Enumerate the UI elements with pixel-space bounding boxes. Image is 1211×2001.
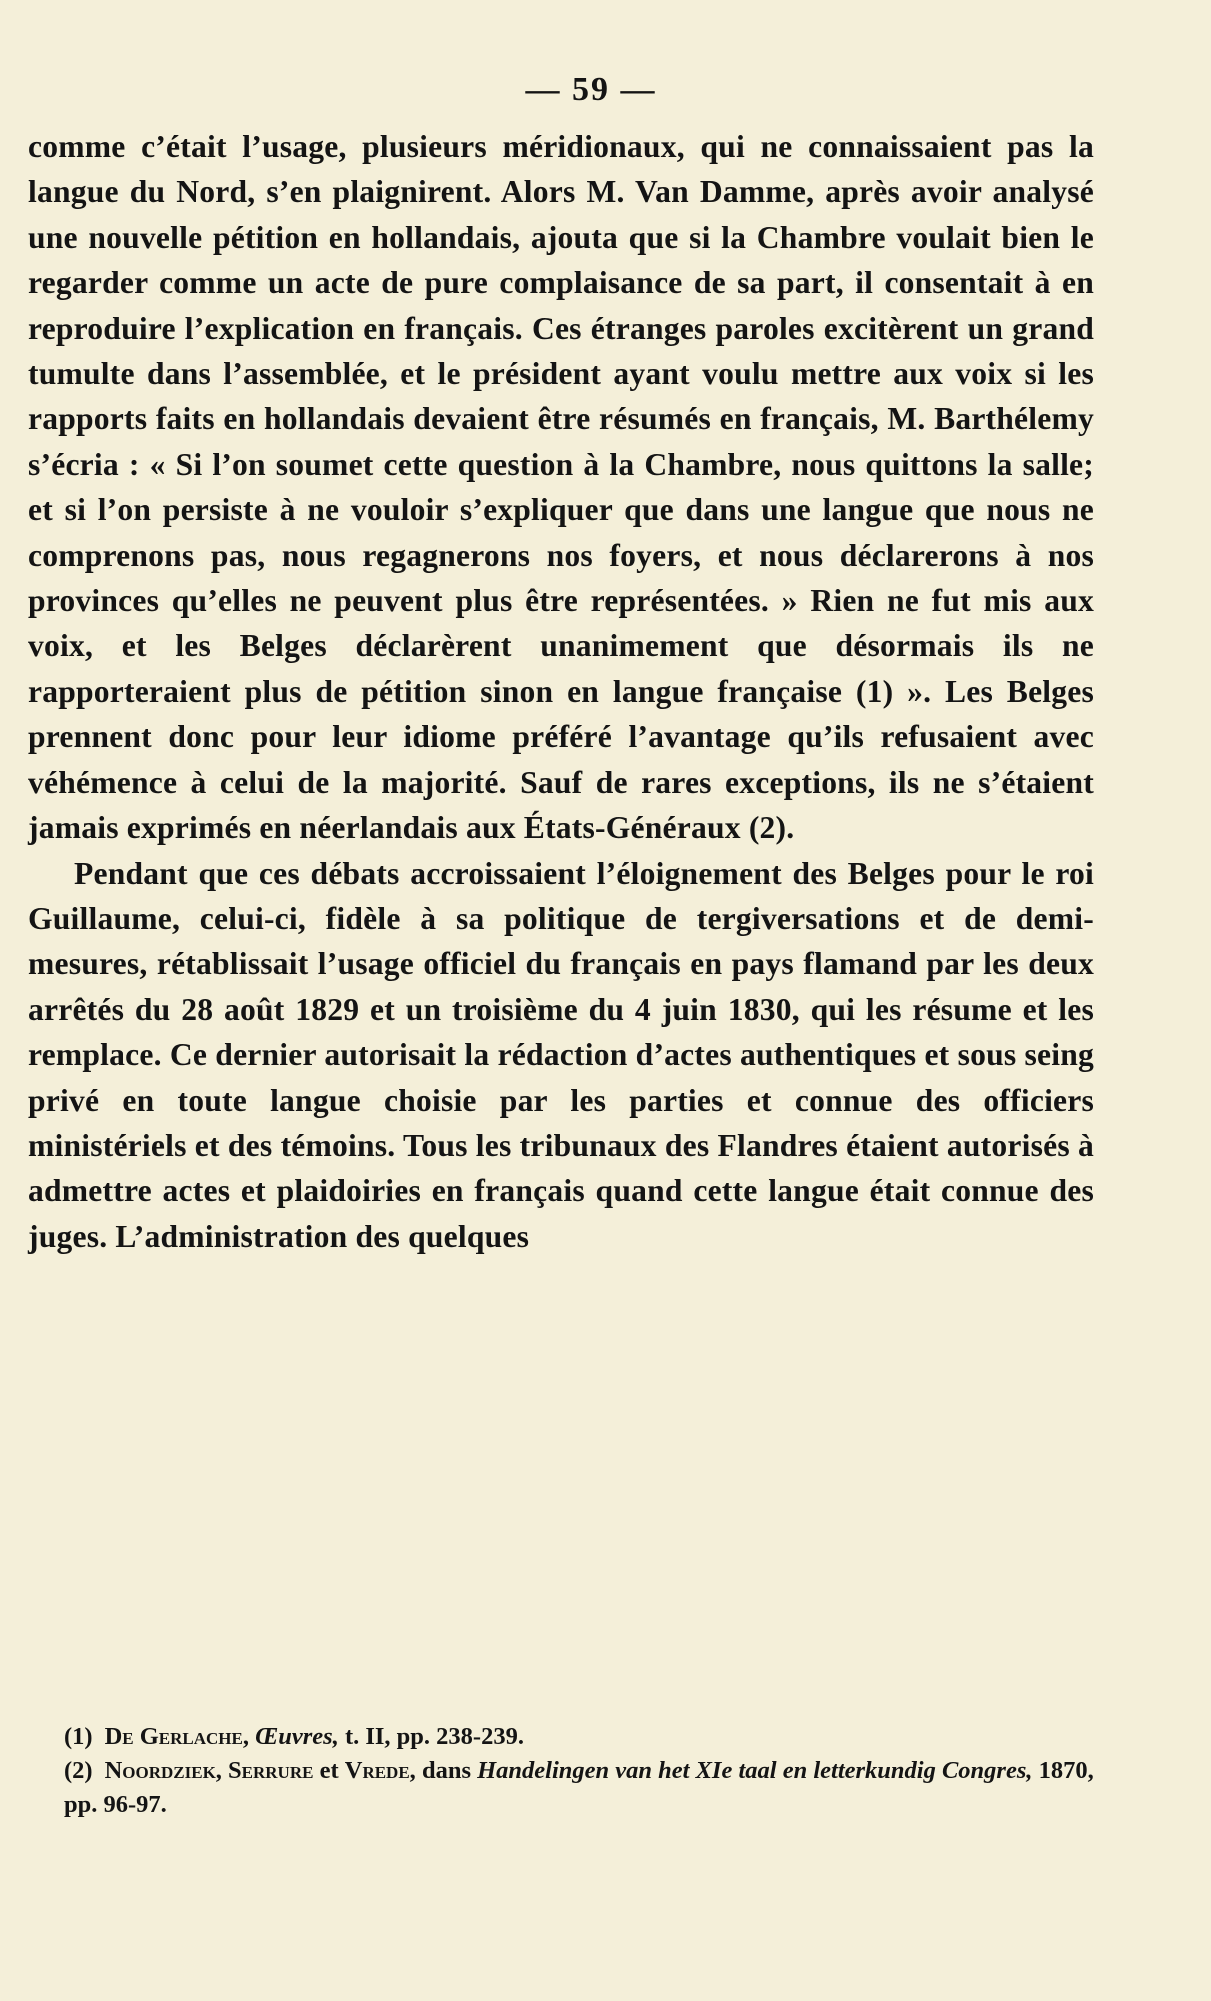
paragraph-2: Pendant que ces débats accroissaient l’éloignement des Belges pour le roi Guillaume, celui-ci, fidèle à sa politique de tergiversations et de demi-mesures, rétablissait l’usage officiel du français en pays flamand par les deux arrêtés du 28 août 1829 et un troisième du 4 juin 1830, qui les résume et les remplace. Ce dernier autorisait la rédaction d’actes authentiques et sous seing privé en toute langue choisie par les parties et connue des officiers ministériels et des témoins. Tous les tribunaux des Flandres étaient autorisés à admettre actes et plaidoiries en français quand cette langue était connue des juges. L’administration des quelques	[28, 855, 1094, 1254]
footnotes	[64, 1720, 1094, 1822]
footnote-2-rest: 1870, pp. 96-97.	[64, 1757, 1094, 1818]
footnote-1-author: De Gerlache,	[104, 1723, 249, 1750]
footnote-2-label: (2)	[64, 1757, 93, 1784]
footnote-2-prefix: dans	[415, 1757, 478, 1784]
footnote-1	[64, 1720, 1094, 1754]
footnote-2-authors: Noordziek, Serrure	[104, 1757, 314, 1784]
paragraph-1: comme c’était l’usage, plusieurs méridionaux, qui ne connaissaient pas la langue du Nord, s’en plaignirent. Alors M. Van Damme, après avoir analysé une nouvelle pétition en hollandais, ajouta que si la Chambre voulait bien le regarder comme un acte de pure complaisance de sa part, il consentait à en reproduire l’explication en français. Ces étranges paroles excitèrent un grand tumulte dans l’assemblée, et le président ayant voulu mettre aux voix si les rapports faits en hollandais devaient être résumés en français, M. Barthélemy s’écria : « Si l’on soumet cette question à la Chambre, nous quittons la salle; et si l’on persiste à ne vouloir s’expliquer que dans une langue que nous ne comprenons pas, nous regagnerons nos foyers, et nous déclarerons à nos provinces qu’elles ne peuvent plus être représentées. » Rien ne fut mis aux voix, et les Belges déclarèrent unanimement que désormais ils ne rapporteraient plus de pétition sinon en langue française (1) ». Les Belges prennent donc pour leur idiome préféré l’avantage qu’ils refusaient avec véhémence à celui de la majorité. Sauf de rares exceptions, ils ne s’étaient jamais exprimés en néerlandais aux États-Généraux (2).	[28, 129, 1094, 846]
footnote-1-rest: t. II, pp. 238-239.	[338, 1723, 524, 1750]
footnote-1-label: (1)	[64, 1723, 93, 1750]
page-number: — 59 —	[525, 71, 657, 108]
footnote-2	[64, 1754, 1094, 1822]
footnote-2-joiner: et	[313, 1757, 345, 1784]
footnote-2-work: Handelingen van het XIe taal en letterkundig Congres,	[477, 1757, 1033, 1784]
footnote-2-author2: Vrede,	[344, 1757, 416, 1784]
body-text	[28, 124, 1094, 1259]
footnote-1-work: Œuvres,	[255, 1723, 339, 1750]
